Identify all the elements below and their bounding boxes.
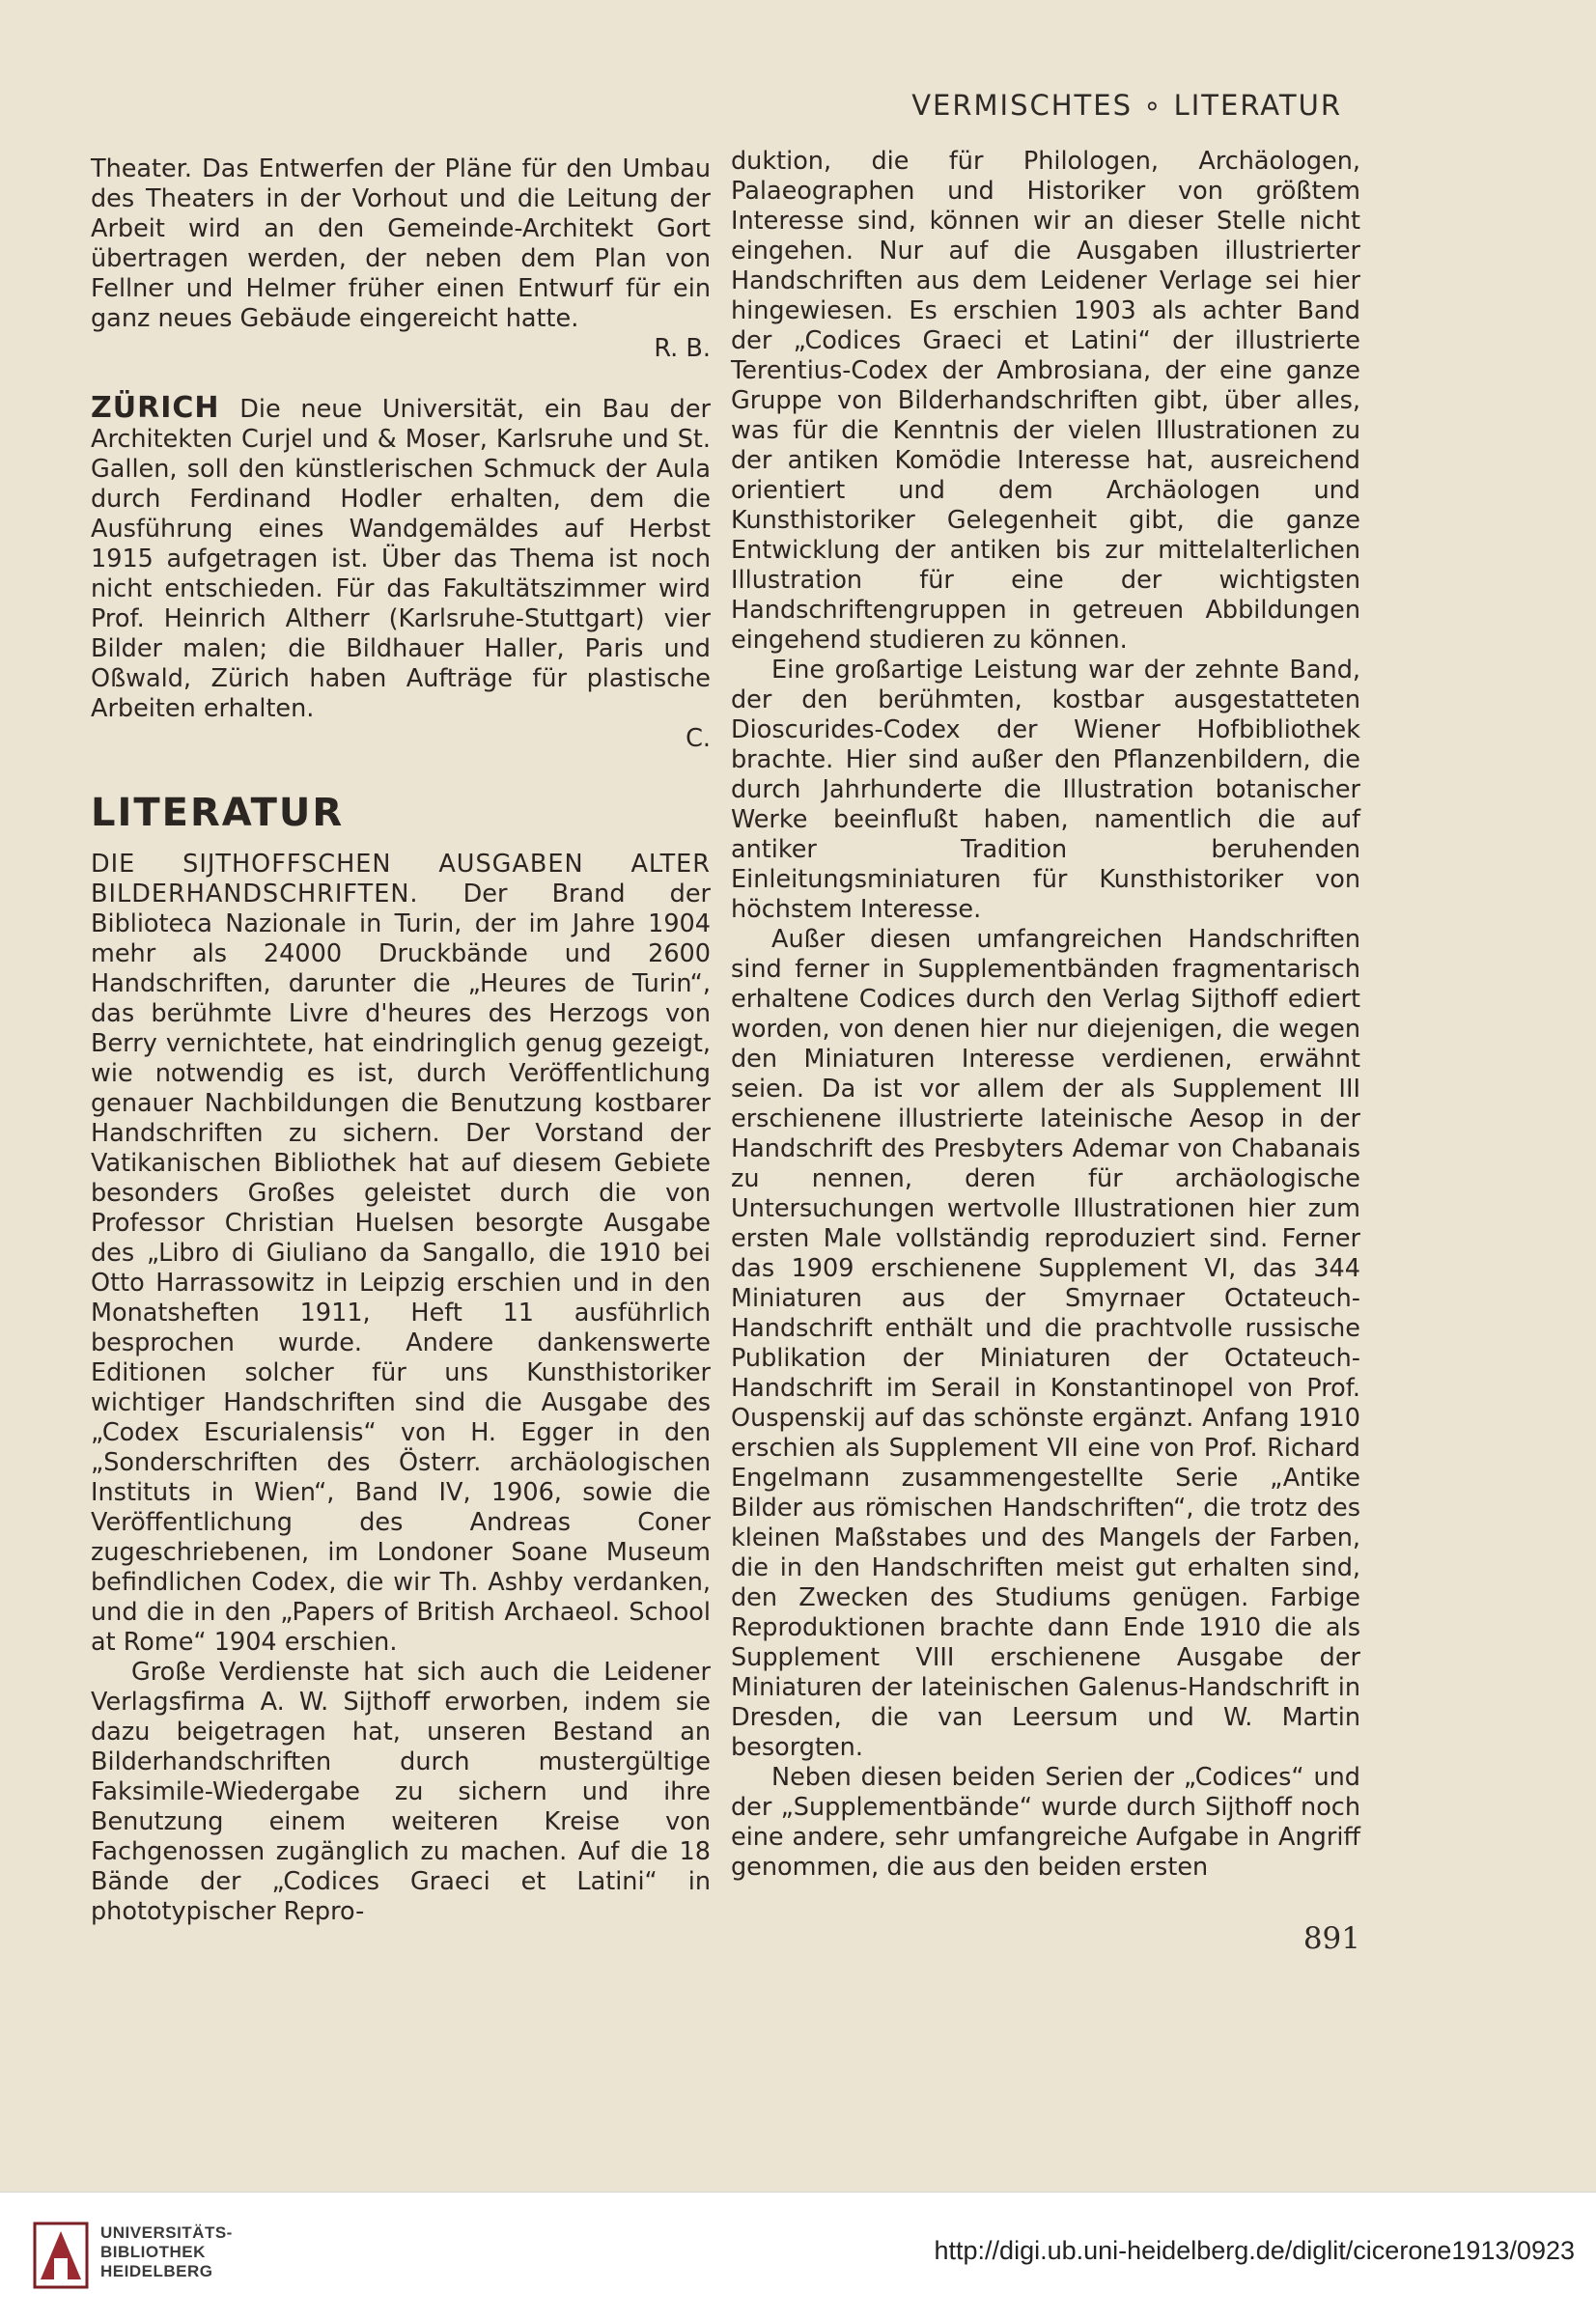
- library-name-line-1: UNIVERSITÄTS-: [100, 2223, 233, 2242]
- article-paragraph-2: Große Verdienste hat sich auch die Leidener Verlagsfirma A. W. Sijthoff erworben, indem sie dazu beigetragen hat, unseren Bestand an Bilderhandschriften durch mustergültige Faksimile-Wiedergabe zu sichern und ihre Benutzung einem weiteren Kreise von Fachgenossen zugänglich zu machen. Auf die 18 Bände der „Codices Graeci et Latini“ in phototypischer Repro-: [91, 1658, 711, 1926]
- running-head: VERMISCHTES ∘ LITERATUR: [911, 89, 1342, 122]
- zurich-signature: C.: [686, 724, 711, 753]
- library-name-line-3: HEIDELBERG: [100, 2262, 213, 2280]
- heidelberg-university-library-logo-icon: [33, 2222, 89, 2289]
- right-paragraph-3: Außer diesen umfangreichen Handschriften sind ferner in Supplementbänden fragmentarisch erhaltene Codices durch den Verlag Sijthoff ediert worden, von denen hier nur diejenigen, die wegen den Miniaturen Interesse verdienen, erwähnt seien. Da ist vor allem der als Supplement III erschienene illustrierte lateinische Aesop in der Handschrift des Presbyters Ademar von Chabanais zu nennen, deren für archäologische Untersuchungen wertvolle Illustrationen hier zum ersten Male vollständig reproduziert sind. Ferner das 1909 erschienene Supplement VI, das 344 Miniaturen aus der Smyrnaer Octateuch-Handschrift enthält und die prachtvolle russische Publikation der Miniaturen der Octateuch-Handschrift im Serail in Konstantinopel von Prof. Ouspenskij auf das schönste ergänzt. Anfang 1910 erschien als Supplement VII eine von Prof. Richard Engelmann zusammengestellte Serie „Antike Bilder aus römischen Handschriften“, die trotz des kleinen Maßstabes und des Mangels der Farben, die in den Handschriften meist gut erhalten sind, den Zwecken des Studiums genügen. Farbige Reproduktionen brachte dann Ende 1910 die als Supplement VIII erschienene Ausgabe der Miniaturen der lateinischen Galenus-Handschrift in Dresden, die van Leersum und W. Martin besorgten.: [731, 925, 1360, 1762]
- spacer: [91, 364, 711, 393]
- article-paragraph-1: Der Brand der Biblioteca Nazionale in Turin, der im Jahre 1904 mehr als 24000 Druckbände und 2600 Handschriften, darunter die „Heures de Turin“, das berühmte Livre d'heures des Herzogs von Berry vernichtete, hat eindringlich genug gezeigt, wie notwendig es ist, durch Veröffentlichung genauer Nachbildungen die Benutzung kostbarer Handschriften zu sichern. Der Vorstand der Vatikanischen Bibliothek hat auf diesem Gebiete besonders Großes geleistet durch die von Professor Christian Huelsen besorgte Ausgabe des „Libro di Giuliano da Sangallo, die 1910 bei Otto Harrassowitz in Leipzig erschien und in den Monatsheften 1911, Heft 11 ausführlich besprochen wurde. Andere dankenswerte Editionen solcher für uns Kunsthistoriker wichtiger Handschriften sind die Ausgabe des „Codex Escurialensis“ von H. Egger in den „Sonderschriften des Österr. archäologischen Instituts in Wien“, Band IV, 1906, sowie die Veröffentlichung des Andreas Coner zugeschriebenen, im Londoner Soane Museum befindlichen Codex, die wir Th. Ashby verdanken, und die in den „Papers of British Archaeol. School at Rome“ 1904 erschien.: [91, 880, 711, 1657]
- section-title-literatur: LITERATUR: [91, 791, 345, 835]
- source-url-link[interactable]: http://digi.ub.uni-heidelberg.de/diglit/cicerone1913/0923: [934, 2236, 1575, 2265]
- theater-paragraph: Theater. Das Entwerfen der Pläne für den Umbau des Theaters in der Vorhout und die Leitung der Arbeit wird an den Gemeinde-Architekt Gort übertragen werden, der neben dem Plan von Fellner und Helmer früher einen Entwurf für ein ganz neues Gebäude eingereicht hatte.: [91, 154, 711, 333]
- right-paragraph-2: Eine großartige Leistung war der zehnte Band, der den berühmten, kostbar ausgestatteten Dioscurides-Codex der Wiener Hofbibliothek brachte. Hier sind außer den Pflanzenbildern, die durch Jahrhunderte die Illustration botanischer Werke beeinflußt haben, namentlich die auf antiker Tradition beruhenden Einleitungsminiaturen für Kunsthistoriker von höchstem Interesse.: [731, 656, 1360, 924]
- article-heading: DIE SIJTHOFFSCHEN AUSGABEN ALTER BILDERHANDSCHRIFTEN.: [91, 850, 711, 908]
- library-name: [100, 2223, 233, 2281]
- article-intro: [91, 850, 711, 1658]
- theater-signature: R. B.: [654, 334, 711, 363]
- footer-bar: [0, 2192, 1596, 2320]
- right-paragraph-1: duktion, die für Philologen, Archäologen, Palaeographen und Historiker von größtem Interesse sind, können wir an dieser Stelle nicht eingehen. Nur auf die Ausgaben illustrierter Handschriften aus dem Leidener Verlage sei hier hingewiesen. Es erschien 1903 als achter Band der „Codices Graeci et Latini“ der illustrierte Terentius-Codex der Ambrosiana, der eine ganze Gruppe von Bilderhandschriften gibt, über alles, was für die Kenntnis der vielen Illustrationen zu der antiken Komödie Interesse hat, ausreichend orientiert und dem Archäologen und Kunsthistoriker Gelegenheit gibt, die ganze Entwicklung der antiken bis zur mittelalterlichen Illustration für eine der wichtigsten Handschriftengruppen in getreuen Abbildungen eingehend studieren zu können.: [731, 147, 1360, 655]
- zurich-section: [91, 393, 711, 724]
- zurich-city-heading: ZÜRICH: [91, 391, 220, 425]
- left-column: [91, 154, 711, 1927]
- page-number: 891: [1302, 1921, 1360, 1956]
- zurich-paragraph: Die neue Universität, ein Bau der Architekten Curjel und & Moser, Karlsruhe und St. Gallen, soll den künstlerischen Schmuck der Aula durch Ferdinand Hodler erhalten, dem die Ausführung eines Wandgemäldes auf Herbst 1915 aufgetragen ist. Über das Thema ist noch nicht entschieden. Für das Fakultätszimmer wird Prof. Heinrich Altherr (Karlsruhe-Stuttgart) vier Bilder malen; die Bildhauer Haller, Paris und Oßwald, Zürich haben Aufträge für plastische Arbeiten erhalten.: [91, 395, 711, 723]
- library-name-line-2: BIBLIOTHEK: [100, 2243, 206, 2261]
- right-paragraph-4: Neben diesen beiden Serien der „Codices“ und der „Supplementbände“ wurde durch Sijthoff noch eine andere, sehr umfangreiche Aufgabe in Angriff genommen, die aus den beiden ersten: [731, 1763, 1360, 1882]
- right-column: [731, 147, 1360, 1883]
